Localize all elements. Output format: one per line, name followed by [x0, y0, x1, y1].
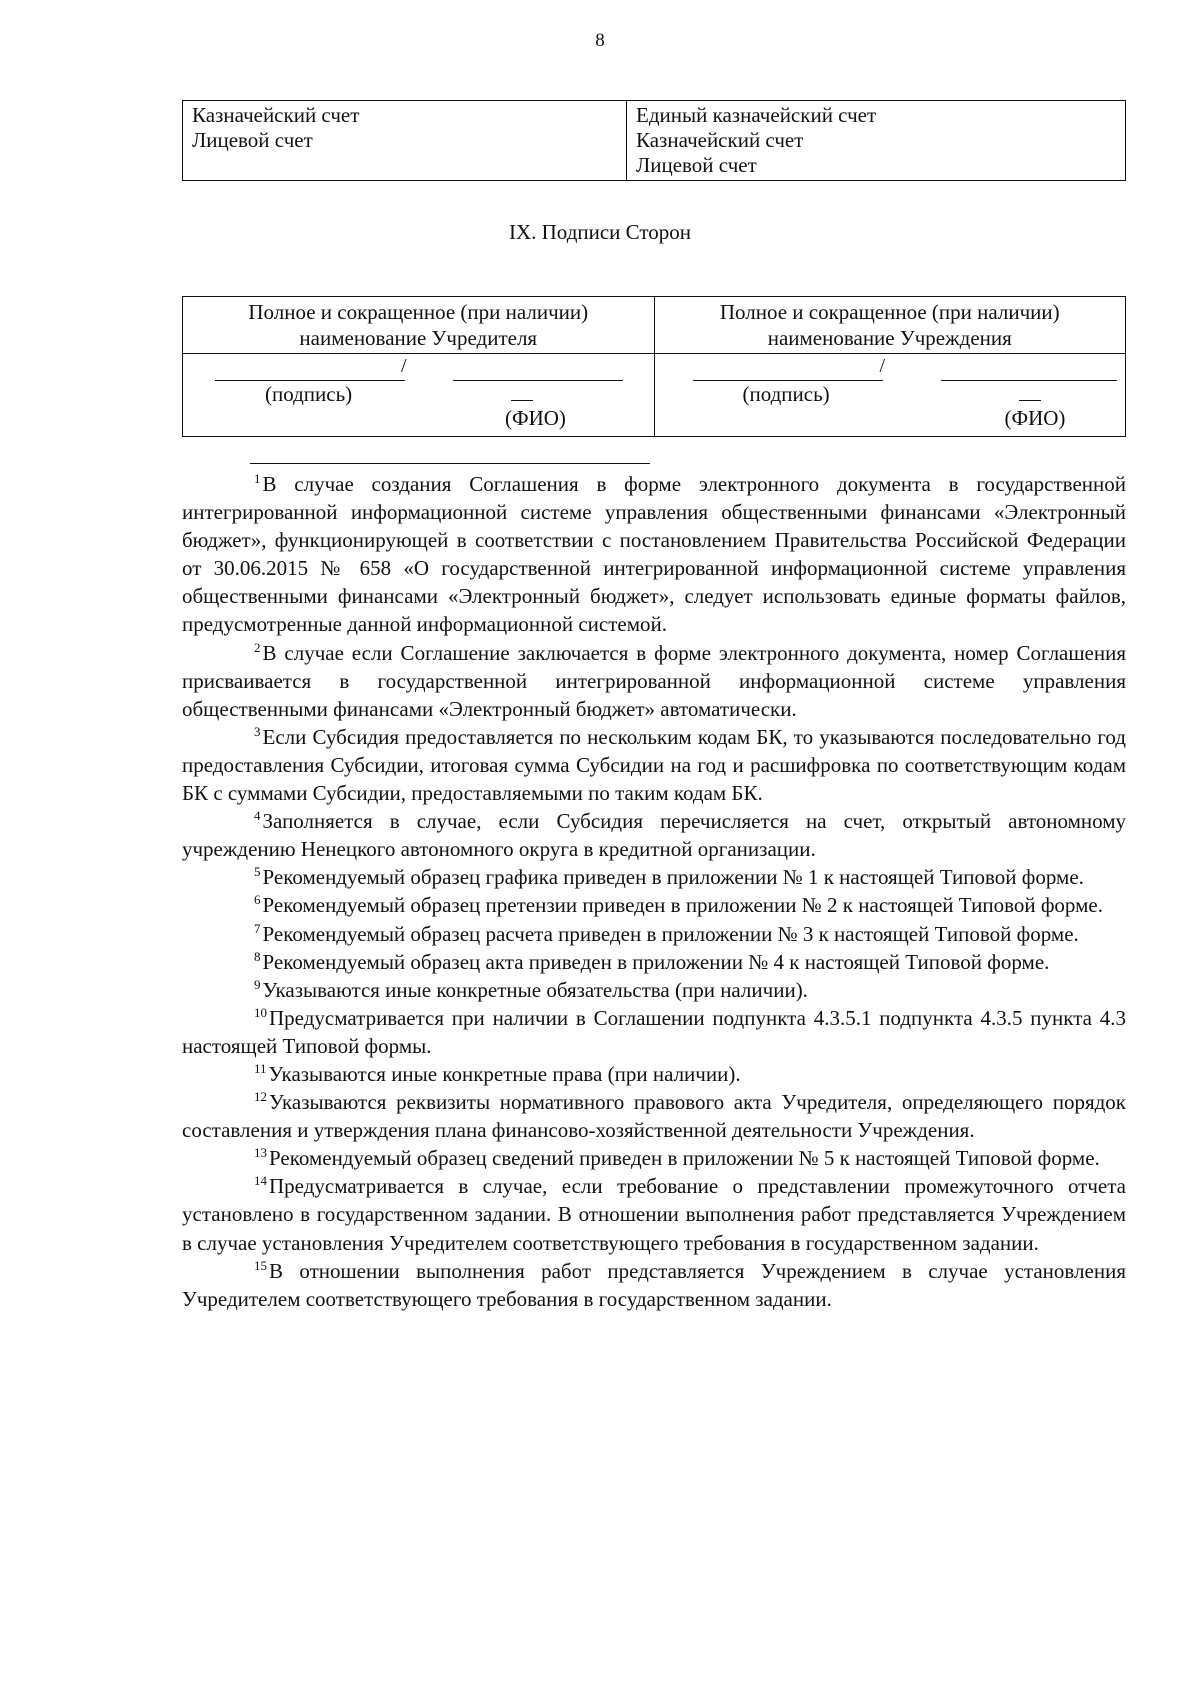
- footnote-text: Если Субсидия предоставляется по нескольким кодам БК, то указываются последовательно год предоставления Субсидии, итоговая сумма Субсидии на год и расшифровка по соответствующим кодам БК с суммами Субсидии, предоставляемыми по таким кодам БК.: [182, 724, 1126, 806]
- footnotes: [182, 470, 1126, 1313]
- footnote-text: Предусматривается в случае, если требование о представлении промежуточного отчета установлено в государственном задании. В отношении выполнения работ представляется Учреждением в случае установления Учредителем соответствующего требования в государственном задании.: [182, 1174, 1126, 1255]
- footnote-number: 8: [254, 948, 261, 964]
- bank-line: Лицевой счет: [192, 128, 313, 152]
- bank-details-right-cell: [627, 101, 1126, 181]
- footnote-number: 5: [254, 864, 261, 880]
- name-dash: [1019, 384, 1041, 401]
- footnote: [182, 1172, 1126, 1256]
- footnote: [182, 948, 1126, 976]
- founder-signature-cell: [183, 354, 655, 437]
- footnote-text: Рекомендуемый образец расчета приведен в приложении № 3 к настоящей Типовой форме.: [262, 921, 1079, 946]
- institution-signature-cell: [654, 354, 1126, 437]
- footnote-text: Заполняется в случае, если Субсидия перечисляется на счет, открытый автономному учреждению Ненецкого автономного округа в кредитной организации.: [182, 809, 1126, 862]
- footnote-text: Указываются иные конкретные права (при наличии).: [268, 1061, 741, 1086]
- footnote-number: 10: [254, 1004, 267, 1020]
- footnote-number: 7: [254, 920, 261, 936]
- page-number: 8: [595, 30, 605, 51]
- name-line: [941, 358, 1117, 381]
- footnote: [182, 1144, 1126, 1172]
- footnote: [182, 807, 1126, 863]
- footnote-number: 2: [254, 639, 261, 655]
- bank-line: Единый казначейский счет: [636, 103, 877, 127]
- signature-line: [215, 358, 405, 381]
- footnote: [182, 639, 1126, 723]
- footnote-separator: [250, 463, 650, 464]
- footnote: [182, 1088, 1126, 1144]
- bank-line: Казначейский счет: [192, 103, 360, 127]
- footnote-number: 1: [254, 471, 261, 486]
- footnote-number: 15: [254, 1257, 267, 1273]
- signature-line: [693, 358, 883, 381]
- name-dash: [511, 384, 533, 401]
- bank-line: Казначейский счет: [636, 128, 804, 152]
- footnote-number: 6: [254, 892, 261, 908]
- signature-label: (подпись): [742, 382, 830, 406]
- footnote: [182, 920, 1126, 948]
- footnote-text: Указываются иные конкретные обязательства (при наличии).: [262, 977, 808, 1002]
- footnote-number: 13: [254, 1145, 267, 1161]
- fio-label: (ФИО): [505, 406, 566, 430]
- footnote: [182, 723, 1126, 807]
- institution-name-header: Полное и сокращенное (при наличии) наименование Учреждения: [654, 297, 1126, 354]
- bank-details-table: [182, 100, 1126, 181]
- footnote: [182, 1257, 1126, 1313]
- footnote-number: 11: [254, 1060, 267, 1076]
- footnote-text: Рекомендуемый образец сведений приведен в приложении № 5 к настоящей Типовой форме.: [269, 1146, 1100, 1171]
- footnote: [182, 976, 1126, 1004]
- bank-details-left-cell: [183, 101, 627, 181]
- bank-line: Лицевой счет: [636, 153, 757, 177]
- footnote-number: 14: [254, 1173, 267, 1189]
- footnote-number: 9: [254, 976, 261, 992]
- footnote-text: Указываются реквизиты нормативного правового акта Учредителя, определяющего порядок составления и утверждения плана финансово-хозяйственной деятельности Учреждения.: [182, 1090, 1126, 1143]
- footnote-text: Рекомендуемый образец претензии приведен в приложении № 2 к настоящей Типовой форме.: [262, 893, 1103, 918]
- fio-label: (ФИО): [1004, 406, 1066, 430]
- slash-separator: /: [401, 355, 407, 377]
- footnote: [182, 1060, 1126, 1088]
- footnote-text: В случае если Соглашение заключается в форме электронного документа, номер Соглашения присваивается в государственной интегрированной информационной системе управления общественными финансами «Электронный бюджет» автоматически.: [182, 640, 1126, 721]
- footnote: [182, 863, 1126, 891]
- section-title: IX. Подписи Сторон: [508, 220, 692, 244]
- footnote-text: В случае создания Соглашения в форме электронного документа в государственной интегрированной информационной системе управления общественными финансами «Электронный бюджет», функционирующей в соответствии с постановлением Правительства Российской Федерации от 30.06.2015 № 658 «О государственной интегрированной информационной системе управления общественными финансами «Электронный бюджет», следует использовать единые форматы файлов, предусмотренные данной информационной системой.: [182, 472, 1126, 637]
- footnote-text: В отношении выполнения работ представляется Учреждением в случае установления Учредителем соответствующего требования в государственном задании.: [182, 1258, 1126, 1311]
- footnote-number: 12: [254, 1089, 267, 1105]
- name-line: [453, 358, 623, 381]
- footnote: [182, 891, 1126, 919]
- signatures-table: [182, 296, 1126, 437]
- footnote-number: 4: [254, 808, 261, 824]
- footnote-text: Рекомендуемый образец акта приведен в приложении № 4 к настоящей Типовой форме.: [262, 949, 1050, 974]
- founder-name-header: Полное и сокращенное (при наличии) наименование Учредителя: [183, 297, 655, 354]
- slash-separator: /: [879, 355, 886, 377]
- footnote-number: 3: [254, 723, 261, 739]
- footnote-text: Предусматривается при наличии в Соглашении подпункта 4.3.5.1 подпункта 4.3.5 пункта 4.3 настоящей Типовой формы.: [182, 1005, 1126, 1058]
- signature-label: (подпись): [265, 382, 353, 406]
- footnote: [182, 470, 1126, 639]
- footnote: [182, 1004, 1126, 1060]
- footnote-text: Рекомендуемый образец графика приведен в приложении № 1 к настоящей Типовой форме.: [262, 865, 1084, 890]
